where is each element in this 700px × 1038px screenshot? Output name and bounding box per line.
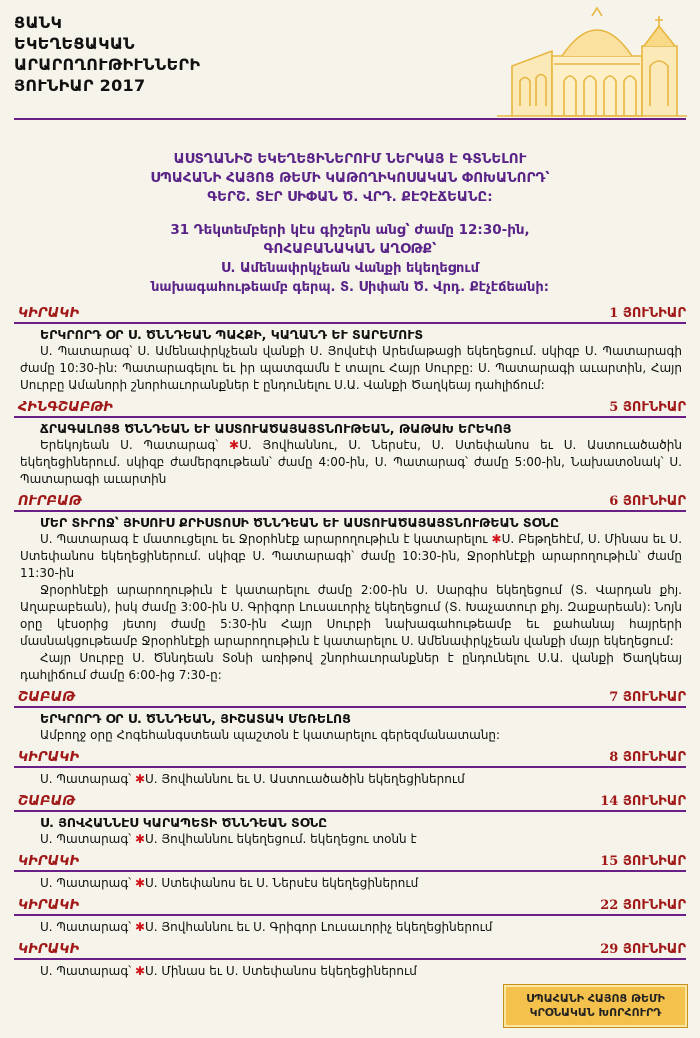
entry-feast-title: ՃՐԱԳԱԼՈՅՑ ԾՆՆԴԵԱՆ ԵՒ ԱՍՏՈՒԱԾԱՅԱՅՏՆՈՒԹԵԱՆ, ԹԱԹԱԽ ԵՐԵԿՈՅ <box>40 421 512 436</box>
intro-line-2: ՍՊԱՀԱՆԻ ՀԱՅՈՑ ԹԵՄԻ ԿԱԹՈՂԻԿՈՍԱԿԱՆ ՓՈԽԱՆՈՐԴ՝ <box>150 170 550 186</box>
entry-weekday: ՇԱԲԱԹ <box>18 690 76 705</box>
entry-date-month: ՅՈՒՆԻԱՐ <box>622 942 686 957</box>
entry-description <box>20 963 682 980</box>
schedule-entry <box>14 794 686 854</box>
schedule-entry <box>14 898 686 942</box>
entry-text: Ս. Պատարագ է մատուցելու եւ Ջրօրհնէք արարողութիւն է կատարելու <box>40 532 492 546</box>
entry-description <box>20 727 682 744</box>
intro-line-4: 31 Դեկտեմբերի կէս գիշերն անց՝ ժամը 12:30-ին, <box>170 222 530 238</box>
entry-date-month: ՅՈՒՆԻԱՐ <box>622 690 686 705</box>
entry-header <box>14 942 686 960</box>
entry-feast-title: ԵՐԿՐՈՐԴ ՕՐ Ս. ԾՆՆԴԵԱՆ ՊԱՀՔԻ, ԿԱՂԱՆԴ ԵՒ ՏԱՐԵՄՈՒՏ <box>40 327 424 342</box>
entry-date <box>600 942 686 958</box>
badge-line-1: ՍՊԱՀԱՆԻ ՀԱՅՈՑ ԹԵՄԻ <box>526 992 665 1005</box>
church-illustration-icon <box>492 6 692 118</box>
entry-date-number: 6 <box>609 494 619 509</box>
entry-description <box>20 831 682 848</box>
entry-header <box>14 750 686 768</box>
entry-date-number: 14 <box>600 794 619 809</box>
entry-header <box>14 898 686 916</box>
entry-description <box>20 343 682 394</box>
entry-header <box>14 794 686 812</box>
entry-feast-title: ՄԵՐ ՏԻՐՈՋ՝ ՅԻՍՈՒՍ ՔՐԻՍՏՈՍԻ ԾՆՆԴԵԱՆ ԵՒ ԱՍՏՈՒԱԾԱՅԱՅՏՆՈՒԹԵԱՆ ՏՕՆԸ <box>40 515 560 530</box>
entry-weekday: ԿԻՐԱԿԻ <box>18 750 80 765</box>
entry-date-month: ՅՈՒՆԻԱՐ <box>622 794 686 809</box>
entry-text: Ս. Բեթղեհէմ, Ս. Մինաս եւ Ս. Ստեփանոս եկեղեցիներում. սկիզբ Ս. Պատարագի՝ ժամը 10:30-ին, Ջրօրհնէքի արարողութիւն՝ ժամը 11:30-ին <box>20 532 683 580</box>
entry-date <box>600 898 686 914</box>
entry-header <box>14 854 686 872</box>
entry-header <box>14 400 686 418</box>
entry-date <box>600 854 686 870</box>
entry-description <box>20 437 682 488</box>
entry-description <box>20 650 682 684</box>
bishop-presence-star-icon: ✱ <box>134 964 145 978</box>
title-line-4: ՅՈՒՆԻԱՐ 2017 <box>14 76 146 95</box>
intro-line-7: նախագահութեամբ գերպ. Տ. Սիփան Ծ. Վրդ. Քէչէճեանի: <box>151 280 549 295</box>
entry-date-month: ՅՈՒՆԻԱՐ <box>622 898 686 913</box>
entry-description <box>20 582 682 650</box>
entry-header <box>14 306 686 324</box>
badge-line-2: ԿՐՕՆԱԿԱՆ ԽՈՐՀՈՒՐԴ <box>529 1006 662 1019</box>
schedule-entry <box>14 306 686 400</box>
entry-date-month: ՅՈՒՆԻԱՐ <box>622 494 686 509</box>
entry-date-number: 8 <box>609 750 619 765</box>
entry-text: Ս. Պատարագ՝ <box>40 920 135 934</box>
entry-date <box>609 750 686 766</box>
entry-text: Ս. Պատարագ՝ <box>40 832 135 846</box>
intro-announcement <box>0 150 700 297</box>
entry-text: Ս. Պատարագ՝ Ս. Ամենափրկչեան վանքի Ս. Յովսէփ Արեմաթացի եկեղեցում. սկիզբ Ս. Պատարագի ժամը 10:30-ին: Պատարագելու եւ իր պատգամն է տալու Հայր Սուրբը: Ս. Պատարագի աւարտին, Հայր Սուրբը Ամանորի շնորհաւորանքներ է ընդունելու Ս.Ա. Վանքի Ծաղկեայ դահլիճում: <box>20 344 682 392</box>
schedule-entry <box>14 942 686 986</box>
entry-text: Ս. Մինաս եւ Ս. Ստեփանոս եկեղեցիներում <box>145 964 417 978</box>
bishop-presence-star-icon: ✱ <box>134 876 145 890</box>
entry-date <box>609 400 686 416</box>
entry-text: Երեկոյեան Ս. Պատարագ՝ <box>40 438 230 452</box>
entry-date <box>609 494 686 510</box>
entry-weekday: ԿԻՐԱԿԻ <box>18 898 80 913</box>
schedule-entry <box>14 690 686 750</box>
bishop-presence-star-icon: ✱ <box>229 438 240 452</box>
entry-date <box>609 306 686 322</box>
entry-date-month: ՅՈՒՆԻԱՐ <box>622 400 686 415</box>
entry-date-number: 22 <box>600 898 619 913</box>
entry-weekday: ՀԻՆԳՇԱԲԹԻ <box>18 400 114 415</box>
entry-feast-title: Ս. ՅՈՎՀԱՆՆԷՍ ԿԱՐԱՊԵՏԻ ԾՆՆԴԵԱՆ ՏՕՆԸ <box>40 815 328 830</box>
entry-date-month: ՅՈՒՆԻԱՐ <box>622 854 686 869</box>
entry-feast-title: ԵՐԿՐՈՐԴ ՕՐ Ս. ԾՆՆԴԵԱՆ, ՅԻՇԱՏԱԿ ՄԵՌԵԼՈՑ <box>40 711 351 726</box>
entry-date-number: 5 <box>609 400 619 415</box>
entry-header <box>14 690 686 708</box>
entry-text: Հայր Սուրբը Ս. Ծննդեան Տօնի առիթով շնորհաւորանքներ է ընդունելու Ս.Ա. վանքի Ծաղկեայ դահլիճում ժամը 6:00-ից 7:30-ը: <box>20 651 682 682</box>
entry-weekday: ԿԻՐԱԿԻ <box>18 942 80 957</box>
schedule-list <box>14 306 686 986</box>
bishop-presence-star-icon: ✱ <box>134 920 145 934</box>
entry-date <box>600 794 686 810</box>
entry-text: Ամբողջ օրը Հոգեհանգստեան պաշտօն է կատարելու գերեզմանատանը: <box>40 728 501 742</box>
entry-weekday: ԿԻՐԱԿԻ <box>18 854 80 869</box>
entry-text: Ջրօրհնէքի արարողութիւն է կատարելու ժամը 2:00-ին Ս. Սարգիս եկեղեցում (Տ. Վարդան քհյ. Աղաբաբեան), իսկ ժամը 3:00-ին Ս. Գրիգոր Լուսաւորիչ եկեղեցում (Տ. Խաչատուր քհյ. Զաքարեան): Նոյն օրը կէսօրից յետոյ ժամը 5:30-ին Հայր Սուրբի նախագահութեամբ եւ քահանայ հայրերի մասնակցութեամբ Ջրօրհնէքի արարողութիւն է կատարելու Ս. Ամենափրկչեան վանքի մայր եկեղեցում: <box>20 583 682 648</box>
entry-description <box>20 875 682 892</box>
entry-date <box>609 690 686 706</box>
bishop-presence-star-icon: ✱ <box>134 772 145 786</box>
title-line-2: ԵԿԵՂԵՑԱԿԱՆ <box>14 34 135 53</box>
entry-date-month: ՅՈՒՆԻԱՐ <box>622 306 686 321</box>
council-badge <box>503 984 688 1028</box>
intro-line-1: ԱՍՏՂԱՆԻՇ ԵԿԵՂԵՑԻՆԵՐՈՒՄ ՆԵՐԿԱՅ Է ԳՏՆԵԼՈՒ <box>173 151 527 167</box>
entry-weekday: ԿԻՐԱԿԻ <box>18 306 80 321</box>
entry-weekday: ՈՒՐԲԱԹ <box>18 494 82 509</box>
title-line-3: ԱՐԱՐՈՂՈՒԹԻՒՆՆԵՐԻ <box>14 55 201 74</box>
entry-description <box>20 771 682 788</box>
entry-date-month: ՅՈՒՆԻԱՐ <box>622 750 686 765</box>
document-title <box>14 12 394 96</box>
entry-text: Ս. Պատարագ՝ <box>40 964 135 978</box>
schedule-entry <box>14 400 686 494</box>
entry-weekday: ՇԱԲԱԹ <box>18 794 76 809</box>
entry-date-number: 15 <box>600 854 619 869</box>
bishop-presence-star-icon: ✱ <box>491 532 502 546</box>
entry-date-number: 29 <box>600 942 619 957</box>
schedule-entry <box>14 494 686 690</box>
entry-text: Ս. Յովհաննու եւ Ս. Աստուածածին եկեղեցիներում <box>145 772 465 786</box>
entry-text: Ս. Յովհաննու, Ս. Ներսէս, Ս. Ստեփանոս եւ Ս. Աստուածածին եկեղեցիներում. սկիզբ ժամերգութեան՝ ժամը 4:00-ին, Ս. Պատարագ՝ ժամը 5:00-ին, Նախատօնակ՝ Ս. Պատարագի աւարտին <box>20 438 682 486</box>
title-line-1: ՑԱՆԿ <box>14 13 63 32</box>
entry-description <box>20 919 682 936</box>
entry-date-number: 7 <box>609 690 619 705</box>
schedule-entry <box>14 854 686 898</box>
entry-text: Ս. Յովհաննու եւ Ս. Գրիգոր Լուսաւորիչ եկեղեցիներում <box>145 920 493 934</box>
schedule-entry <box>14 750 686 794</box>
intro-line-5: ԳՈՀԱԲԱՆԱԿԱՆ ԱՂՕԹՔ՝ <box>263 241 437 257</box>
entry-text: Ս. Պատարագ՝ <box>40 772 135 786</box>
bishop-presence-star-icon: ✱ <box>134 832 145 846</box>
intro-line-3: ԳԵՐՇ. ՏԷՐ ՍԻՓԱՆ Ծ. ՎՐԴ. ՔԷՉԷՃԵԱՆԸ: <box>207 189 493 205</box>
entry-header <box>14 494 686 512</box>
entry-text: Ս. Ստեփանոս եւ Ս. Ներսէս եկեղեցիներում <box>145 876 419 890</box>
entry-text: Ս. Յովհաննու եկեղեցում. եկեղեցու տօնն է <box>145 832 417 846</box>
header-divider <box>14 118 686 120</box>
entry-text: Ս. Պատարագ՝ <box>40 876 135 890</box>
entry-date-number: 1 <box>609 306 619 321</box>
entry-description <box>20 531 682 582</box>
intro-line-6: Ս. Ամենափրկչեան Վանքի եկեղեցում <box>221 261 479 276</box>
